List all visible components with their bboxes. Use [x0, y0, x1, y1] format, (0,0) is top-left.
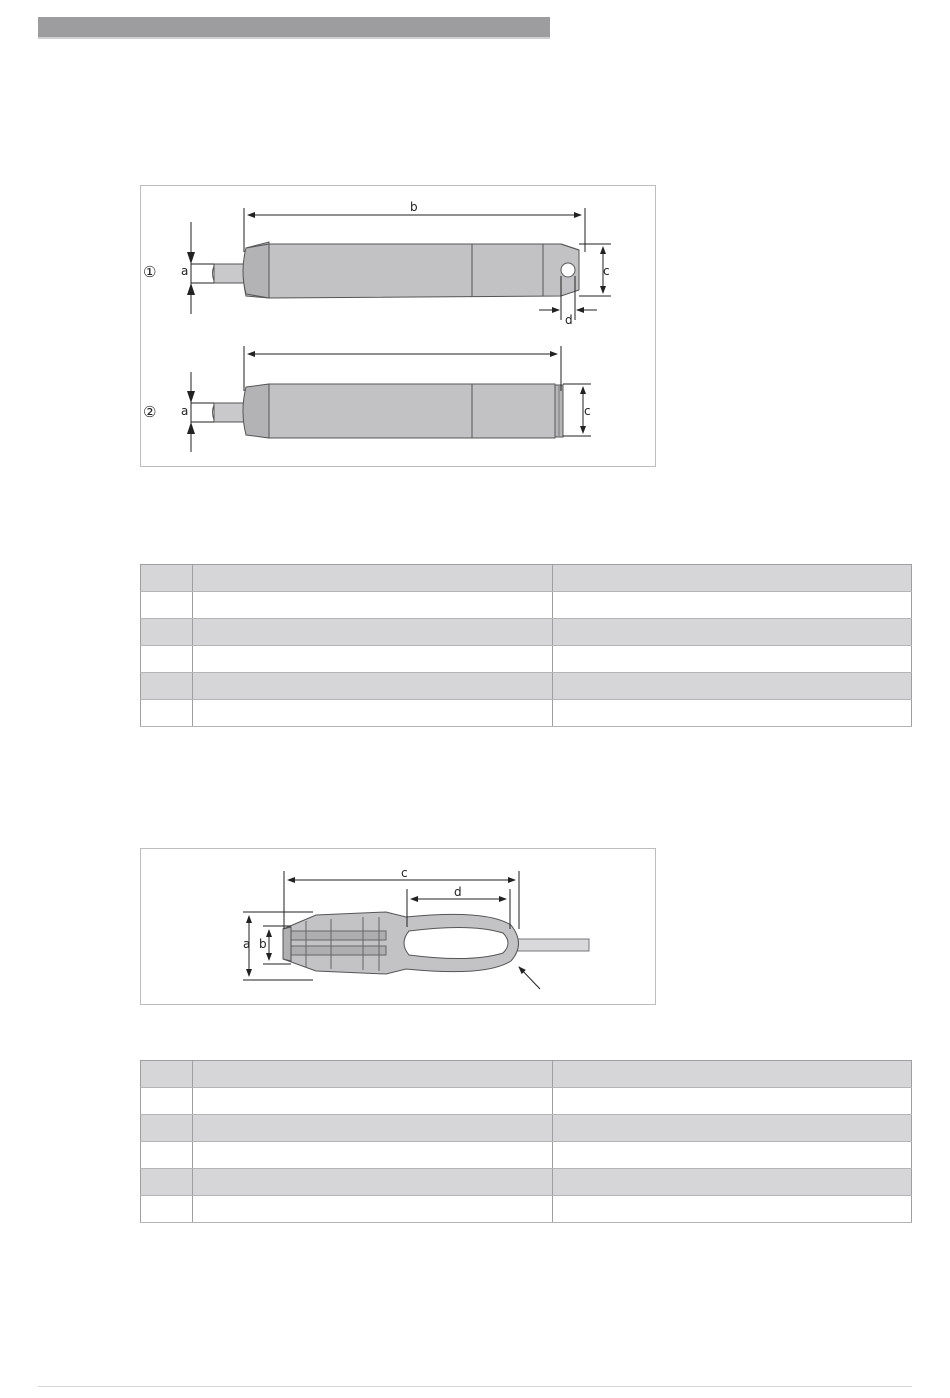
table-cell [141, 565, 193, 592]
dim-label-a-1: a [181, 264, 189, 278]
clamp-dimension-figure [140, 848, 656, 1005]
table-cell [141, 1142, 193, 1169]
dimensions-table-1 [140, 564, 912, 727]
dim-label-c-1: c [603, 264, 610, 278]
table-row [141, 673, 912, 700]
probe-dimension-figure [140, 185, 656, 467]
table-cell [193, 592, 552, 619]
table-row [141, 592, 912, 619]
table-cell [193, 1196, 552, 1223]
table-cell [552, 565, 911, 592]
table-header-row [141, 1061, 912, 1088]
table-cell [193, 619, 552, 646]
table-cell [552, 1088, 911, 1115]
table-row [141, 619, 912, 646]
table-row [141, 646, 912, 673]
table-row [141, 1169, 912, 1196]
table-row [141, 700, 912, 727]
callout-1: ① [143, 263, 157, 281]
table-cell [141, 1115, 193, 1142]
table-cell [141, 700, 193, 727]
table-cell [141, 646, 193, 673]
table-cell [552, 592, 911, 619]
table-cell [141, 1088, 193, 1115]
table-row [141, 1142, 912, 1169]
table-cell [552, 700, 911, 727]
table-cell [552, 619, 911, 646]
table-row [141, 1088, 912, 1115]
dimensions-table-2 [140, 1060, 912, 1223]
dim-label-a-2: a [181, 404, 189, 418]
table-cell [552, 1115, 911, 1142]
clamp-body [283, 912, 519, 974]
table-cell [141, 1196, 193, 1223]
callout-2: ② [143, 403, 157, 421]
table-header-row [141, 565, 912, 592]
header-bar [38, 17, 550, 39]
table-cell [193, 565, 552, 592]
table-cell [141, 1169, 193, 1196]
table-cell [141, 619, 193, 646]
table-cell [193, 1061, 552, 1088]
dim-label-c-fig2: c [401, 866, 408, 880]
dim-label-b-fig2: b [259, 937, 267, 951]
dim-label-c-2: c [584, 404, 591, 418]
table-cell [193, 646, 552, 673]
probe-dimension-drawing [141, 186, 655, 466]
probe-1 [213, 242, 580, 298]
dim-label-d-1: d [565, 313, 573, 327]
footer-rule [38, 1386, 912, 1387]
probe-2 [213, 384, 564, 438]
table-cell [552, 646, 911, 673]
table-cell [552, 1196, 911, 1223]
table-cell [193, 1169, 552, 1196]
dim-label-a-fig2: a [243, 937, 251, 951]
dim-label-b-1: b [410, 200, 418, 214]
table-cell [552, 1169, 911, 1196]
table-cell [193, 1115, 552, 1142]
table-cell [552, 673, 911, 700]
table-cell [141, 1061, 193, 1088]
table-cell [193, 673, 552, 700]
table-cell [552, 1061, 911, 1088]
table-cell [193, 700, 552, 727]
dim-label-d-fig2: d [454, 885, 462, 899]
table-cell [193, 1088, 552, 1115]
table-cell [141, 673, 193, 700]
table-row [141, 1115, 912, 1142]
table-cell [141, 592, 193, 619]
table-cell [552, 1142, 911, 1169]
table-row [141, 1196, 912, 1223]
clamp-dimension-drawing [141, 849, 655, 1004]
table-cell [193, 1142, 552, 1169]
